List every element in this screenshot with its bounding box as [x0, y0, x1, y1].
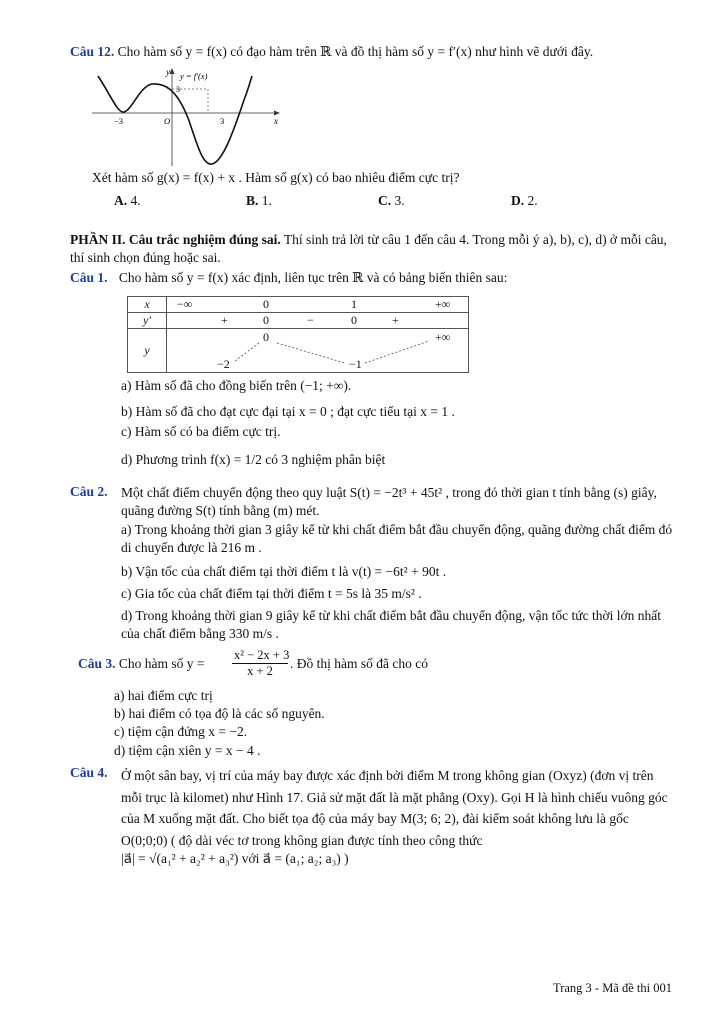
page-footer: Trang 3 - Mã đề thi 001: [553, 981, 672, 995]
row-x-values: [167, 297, 469, 313]
c1-item-a: a) Hàm số đã cho đồng biến trên (−1; +∞).: [121, 378, 352, 393]
c3-fraction: [232, 648, 288, 679]
c1-header: [70, 270, 507, 286]
option-text: 2.: [527, 193, 538, 208]
c2-item-c: c) Gia tốc của chất điểm tại thời điểm t = 5s là 35 m/s² .: [121, 586, 422, 601]
x-val: −∞: [177, 297, 193, 311]
c4-formula: |a⃗| = √(a₁² + a₂² + a₃²) với a⃗ = (a₁; a₂; a₃) ): [121, 851, 349, 866]
q12-derivative-graph: [92, 66, 282, 168]
q12-header: [70, 44, 593, 60]
part2-header: [70, 231, 675, 267]
c2-item-a: a) Trong khoảng thời gian 3 giây kể từ khi chất điểm bắt đầu chuyển động, quãng đường chất điểm đó di chuyển được là 216 m .: [121, 522, 673, 555]
c3-item-a: a) hai điểm cực trị: [114, 688, 213, 703]
c1-item-c: c) Hàm số có ba điểm cực trị.: [121, 424, 281, 439]
variation-table: [127, 296, 469, 373]
y-top: +∞: [435, 330, 451, 344]
y-tick-3: 3: [176, 85, 180, 94]
q12-option-b[interactable]: [246, 193, 272, 209]
x-val: 1: [351, 297, 357, 311]
row-x-label: x: [128, 297, 167, 313]
x-axis-label: x: [274, 116, 278, 126]
c3-item-c: c) tiệm cận đứng x = −2.: [114, 724, 248, 739]
c3-header: [78, 656, 205, 672]
c3-intro-suffix: . Đồ thị hàm số đã cho có: [290, 656, 428, 671]
c1-item-b: b) Hàm số đã cho đạt cực đại tại x = 0 ; đạt cực tiểu tại x = 1 .: [121, 404, 455, 419]
row-y-values: [167, 329, 469, 373]
c2-label: Câu 2.: [70, 484, 108, 499]
x-val: 0: [263, 297, 269, 311]
y-bottom: −2: [217, 357, 230, 371]
part2-title: PHẦN II. Câu trắc nghiệm đúng sai.: [70, 232, 281, 247]
c3-numerator: x² − 2x + 3: [234, 648, 290, 662]
y-bottom: −1: [349, 357, 362, 371]
option-text: 1.: [261, 193, 272, 208]
c1-intro: Cho hàm số y = f(x) xác định, liên tục trên ℝ và có bảng biến thiên sau:: [118, 270, 508, 285]
q12-option-a[interactable]: [114, 193, 141, 209]
sign: +: [221, 313, 228, 327]
c2-item-d: d) Trong khoảng thời gian 9 giây kể từ khi chất điểm bắt đầu chuyển động, vận tốc tức thời lớn nhất của chất điểm bằng 330 m/s .: [121, 608, 661, 641]
sign: 0: [351, 313, 357, 327]
c3-item-b: b) hai điểm có tọa độ là các số nguyên.: [114, 706, 325, 721]
c4-label: Câu 4.: [70, 765, 108, 780]
c2-intro: Một chất điểm chuyển động theo quy luật S(t) = −2t³ + 45t² , trong đó thời gian t tính bằng (s) giây, quãng đường S(t) tính bằng (m) mét.: [121, 485, 657, 518]
x-val: +∞: [435, 297, 451, 311]
c4-label-wrap: [70, 765, 108, 781]
q12-option-c[interactable]: [378, 193, 405, 209]
q12-intro: Cho hàm số y = f(x) có đạo hàm trên ℝ và đồ thị hàm số y = f′(x) như hình vẽ dưới đây.: [117, 44, 594, 59]
x-tick-3: 3: [220, 116, 225, 126]
q12-question: Xét hàm số g(x) = f(x) + x . Hàm số g(x) có bao nhiêu điểm cực trị?: [92, 170, 460, 185]
row-dy-values: [167, 313, 469, 329]
option-key: A.: [114, 193, 128, 208]
option-key: C.: [378, 193, 392, 208]
sign: −: [307, 313, 314, 327]
q12-option-d[interactable]: [511, 193, 538, 209]
c3-label: Câu 3.: [78, 656, 116, 671]
c3-intro-prefix: Cho hàm số y =: [118, 656, 205, 671]
sign: +: [392, 313, 399, 327]
q12-label: Câu 12.: [70, 44, 115, 59]
c2-label-wrap: [70, 484, 108, 500]
option-key: D.: [511, 193, 525, 208]
row-dy-label: y′: [128, 313, 167, 329]
option-key: B.: [246, 193, 259, 208]
c2-item-b: b) Vận tốc của chất điểm tại thời điểm t là v(t) = −6t² + 90t .: [121, 564, 447, 579]
option-text: 4.: [130, 193, 141, 208]
y-top: 0: [263, 330, 269, 344]
c1-label: Câu 1.: [70, 270, 108, 285]
c3-item-d: d) tiệm cận xiên y = x − 4 .: [114, 743, 261, 758]
origin-label: O: [164, 116, 171, 126]
sign: 0: [263, 313, 269, 327]
part2-instructions: Thí sinh trả lời từ câu 1 đến câu 4. Trong mỗi ý a), b), c), d) ở mỗi câu, thí sinh chọn đúng hoặc sai.: [70, 232, 667, 265]
x-tick-neg3: −3: [114, 116, 124, 126]
curve-label: y = f′(x): [180, 71, 208, 81]
option-text: 3.: [394, 193, 405, 208]
row-y-label: y: [128, 329, 167, 373]
variation-arrows: [167, 329, 469, 373]
c4-text: Ở một sân bay, vị trí của máy bay được xác định bởi điểm M trong không gian (Oxyz) (đơn vị trên mỗi trục là kilomet) như Hình 17. Giả sử mặt đất là mặt phẳng (Oxy). Gọi H là hình chiếu vuông góc của M xuống mặt đất. Cho biết tọa độ của máy bay M(3; 6; 2), đài kiểm soát không lưu là gốc O(0;0;0) ( độ dài véc tơ trong không gian được tính theo công thức: [121, 768, 668, 848]
c1-item-d: d) Phương trình f(x) = 1/2 có 3 nghiệm phân biệt: [121, 452, 386, 467]
x-axis-arrow: [274, 111, 280, 116]
c3-denominator: x + 2: [247, 664, 273, 678]
y-axis-label: y: [166, 67, 170, 77]
y-axis-arrow: [170, 68, 175, 74]
